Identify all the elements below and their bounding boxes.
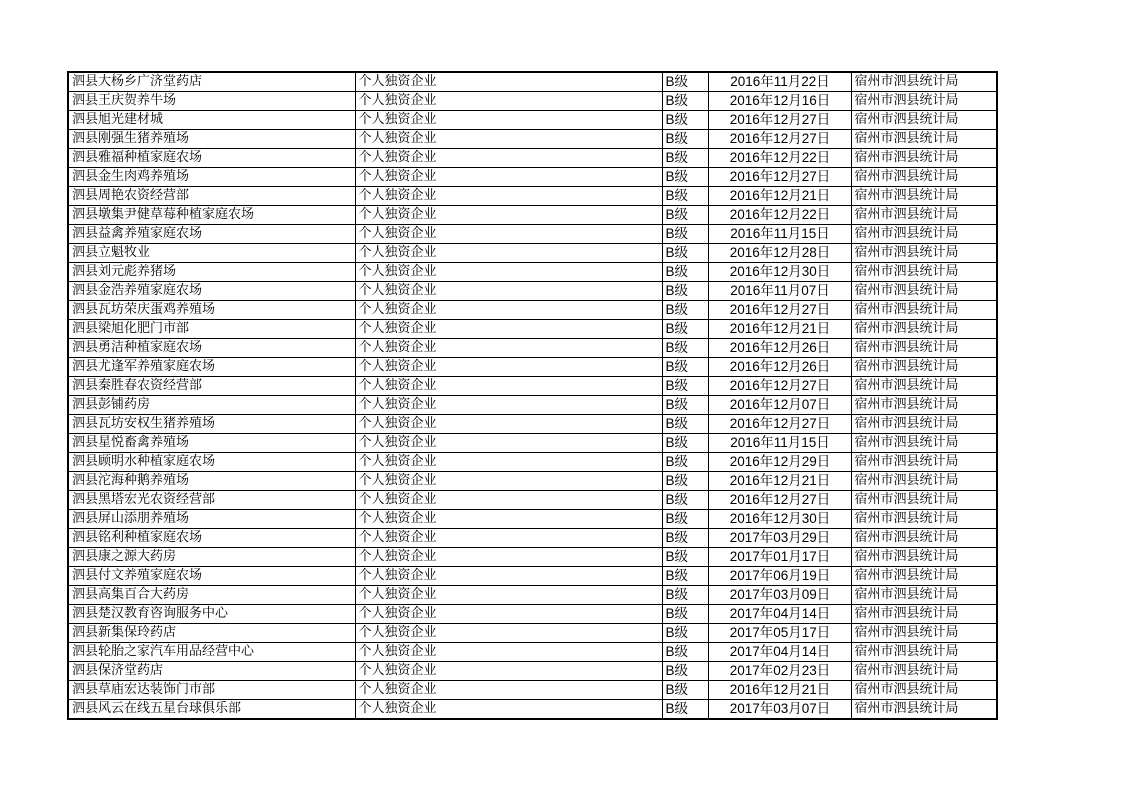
rating-date-cell: 2016年12月07日 [708, 396, 851, 415]
rating-date-cell: 2017年03月07日 [708, 700, 851, 720]
credit-grade-cell: B级 [662, 320, 708, 339]
enterprise-type-cell: 个人独资企业 [355, 301, 662, 320]
issuing-agency-cell: 宿州市泗县统计局 [851, 244, 997, 263]
issuing-agency-cell: 宿州市泗县统计局 [851, 700, 997, 720]
company-name-cell: 泗县大杨乡广济堂药店 [68, 72, 355, 92]
company-name-cell: 泗县顾明水种植家庭农场 [68, 453, 355, 472]
rating-date-cell: 2016年12月27日 [708, 491, 851, 510]
table-row [68, 168, 997, 187]
issuing-agency-cell: 宿州市泗县统计局 [851, 510, 997, 529]
credit-grade-cell: B级 [662, 187, 708, 206]
company-name-cell: 泗县草庙宏达装饰门市部 [68, 681, 355, 700]
table-row [68, 510, 997, 529]
enterprise-type-cell: 个人独资企业 [355, 643, 662, 662]
company-name-cell: 泗县沱海种鹅养殖场 [68, 472, 355, 491]
issuing-agency-cell: 宿州市泗县统计局 [851, 453, 997, 472]
credit-grade-cell: B级 [662, 567, 708, 586]
company-name-cell: 泗县轮胎之家汽车用品经营中心 [68, 643, 355, 662]
credit-grade-cell: B级 [662, 111, 708, 130]
issuing-agency-cell: 宿州市泗县统计局 [851, 396, 997, 415]
credit-grade-cell: B级 [662, 662, 708, 681]
table-row [68, 396, 997, 415]
table-row [68, 206, 997, 225]
credit-grade-cell: B级 [662, 282, 708, 301]
issuing-agency-cell: 宿州市泗县统计局 [851, 472, 997, 491]
credit-grade-cell: B级 [662, 624, 708, 643]
issuing-agency-cell: 宿州市泗县统计局 [851, 548, 997, 567]
enterprise-type-cell: 个人独资企业 [355, 225, 662, 244]
enterprise-type-cell: 个人独资企业 [355, 586, 662, 605]
table-row [68, 567, 997, 586]
credit-grade-cell: B级 [662, 263, 708, 282]
rating-date-cell: 2016年12月21日 [708, 187, 851, 206]
enterprise-type-cell: 个人独资企业 [355, 339, 662, 358]
rating-date-cell: 2017年05月17日 [708, 624, 851, 643]
enterprise-type-cell: 个人独资企业 [355, 681, 662, 700]
company-name-cell: 泗县立魁牧业 [68, 244, 355, 263]
company-name-cell: 泗县秦胜春农资经营部 [68, 377, 355, 396]
issuing-agency-cell: 宿州市泗县统计局 [851, 282, 997, 301]
credit-grade-cell: B级 [662, 643, 708, 662]
rating-date-cell: 2016年12月27日 [708, 111, 851, 130]
company-name-cell: 泗县星悦畜禽养殖场 [68, 434, 355, 453]
credit-grade-cell: B级 [662, 206, 708, 225]
rating-date-cell: 2017年01月17日 [708, 548, 851, 567]
issuing-agency-cell: 宿州市泗县统计局 [851, 111, 997, 130]
issuing-agency-cell: 宿州市泗县统计局 [851, 434, 997, 453]
table-row [68, 92, 997, 111]
company-name-cell: 泗县勇洁种植家庭农场 [68, 339, 355, 358]
table-row [68, 605, 997, 624]
enterprise-type-cell: 个人独资企业 [355, 206, 662, 225]
credit-grade-cell: B级 [662, 396, 708, 415]
issuing-agency-cell: 宿州市泗县统计局 [851, 529, 997, 548]
company-name-cell: 泗县楚汉教育咨询服务中心 [68, 605, 355, 624]
rating-date-cell: 2016年12月30日 [708, 263, 851, 282]
table-row [68, 700, 997, 720]
enterprise-type-cell: 个人独资企业 [355, 605, 662, 624]
credit-grade-cell: B级 [662, 415, 708, 434]
table-row [68, 529, 997, 548]
table-row [68, 320, 997, 339]
credit-grade-cell: B级 [662, 244, 708, 263]
issuing-agency-cell: 宿州市泗县统计局 [851, 149, 997, 168]
credit-grade-cell: B级 [662, 339, 708, 358]
company-name-cell: 泗县周艳农资经营部 [68, 187, 355, 206]
credit-grade-cell: B级 [662, 149, 708, 168]
issuing-agency-cell: 宿州市泗县统计局 [851, 415, 997, 434]
credit-grade-cell: B级 [662, 130, 708, 149]
issuing-agency-cell: 宿州市泗县统计局 [851, 358, 997, 377]
rating-date-cell: 2016年11月22日 [708, 72, 851, 92]
table-row [68, 548, 997, 567]
issuing-agency-cell: 宿州市泗县统计局 [851, 567, 997, 586]
credit-grade-cell: B级 [662, 377, 708, 396]
company-name-cell: 泗县保济堂药店 [68, 662, 355, 681]
enterprise-type-cell: 个人独资企业 [355, 130, 662, 149]
credit-grade-cell: B级 [662, 168, 708, 187]
table-row [68, 415, 997, 434]
enterprise-type-cell: 个人独资企业 [355, 396, 662, 415]
issuing-agency-cell: 宿州市泗县统计局 [851, 130, 997, 149]
rating-date-cell: 2016年12月22日 [708, 206, 851, 225]
enterprise-type-cell: 个人独资企业 [355, 282, 662, 301]
company-name-cell: 泗县付文养殖家庭农场 [68, 567, 355, 586]
credit-grade-cell: B级 [662, 605, 708, 624]
enterprise-credit-table [67, 71, 998, 720]
rating-date-cell: 2016年12月27日 [708, 377, 851, 396]
issuing-agency-cell: 宿州市泗县统计局 [851, 187, 997, 206]
enterprise-type-cell: 个人独资企业 [355, 377, 662, 396]
company-name-cell: 泗县铭利种植家庭农场 [68, 529, 355, 548]
credit-grade-cell: B级 [662, 681, 708, 700]
company-name-cell: 泗县新集保玲药店 [68, 624, 355, 643]
table-row [68, 662, 997, 681]
table-row [68, 225, 997, 244]
issuing-agency-cell: 宿州市泗县统计局 [851, 301, 997, 320]
issuing-agency-cell: 宿州市泗县统计局 [851, 339, 997, 358]
table-row [68, 130, 997, 149]
table-row [68, 586, 997, 605]
credit-grade-cell: B级 [662, 491, 708, 510]
issuing-agency-cell: 宿州市泗县统计局 [851, 681, 997, 700]
table-row [68, 453, 997, 472]
company-name-cell: 泗县风云在线五星台球俱乐部 [68, 700, 355, 720]
table-row [68, 681, 997, 700]
credit-grade-cell: B级 [662, 358, 708, 377]
rating-date-cell: 2016年11月07日 [708, 282, 851, 301]
issuing-agency-cell: 宿州市泗县统计局 [851, 225, 997, 244]
enterprise-type-cell: 个人独资企业 [355, 244, 662, 263]
table-row [68, 263, 997, 282]
rating-date-cell: 2017年04月14日 [708, 605, 851, 624]
company-name-cell: 泗县雅福种植家庭农场 [68, 149, 355, 168]
rating-date-cell: 2016年12月27日 [708, 168, 851, 187]
rating-date-cell: 2016年11月15日 [708, 434, 851, 453]
rating-date-cell: 2016年12月27日 [708, 130, 851, 149]
issuing-agency-cell: 宿州市泗县统计局 [851, 92, 997, 111]
rating-date-cell: 2017年03月09日 [708, 586, 851, 605]
credit-grade-cell: B级 [662, 72, 708, 92]
company-name-cell: 泗县梁旭化肥门市部 [68, 320, 355, 339]
table-row [68, 358, 997, 377]
credit-grade-cell: B级 [662, 225, 708, 244]
rating-date-cell: 2016年12月27日 [708, 415, 851, 434]
enterprise-type-cell: 个人独资企业 [355, 529, 662, 548]
rating-date-cell: 2016年11月15日 [708, 225, 851, 244]
enterprise-type-cell: 个人独资企业 [355, 149, 662, 168]
issuing-agency-cell: 宿州市泗县统计局 [851, 168, 997, 187]
rating-date-cell: 2016年12月21日 [708, 681, 851, 700]
rating-date-cell: 2016年12月29日 [708, 453, 851, 472]
enterprise-type-cell: 个人独资企业 [355, 548, 662, 567]
company-name-cell: 泗县金生肉鸡养殖场 [68, 168, 355, 187]
table-row [68, 72, 997, 92]
company-name-cell: 泗县康之源大药房 [68, 548, 355, 567]
enterprise-type-cell: 个人独资企业 [355, 700, 662, 720]
enterprise-type-cell: 个人独资企业 [355, 434, 662, 453]
table-row [68, 377, 997, 396]
company-name-cell: 泗县旭光建材城 [68, 111, 355, 130]
rating-date-cell: 2016年12月21日 [708, 320, 851, 339]
issuing-agency-cell: 宿州市泗县统计局 [851, 263, 997, 282]
rating-date-cell: 2016年12月28日 [708, 244, 851, 263]
enterprise-type-cell: 个人独资企业 [355, 472, 662, 491]
enterprise-type-cell: 个人独资企业 [355, 453, 662, 472]
enterprise-type-cell: 个人独资企业 [355, 567, 662, 586]
enterprise-type-cell: 个人独资企业 [355, 415, 662, 434]
enterprise-type-cell: 个人独资企业 [355, 92, 662, 111]
credit-grade-cell: B级 [662, 548, 708, 567]
table-row [68, 187, 997, 206]
company-name-cell: 泗县瓦坊荣庆蛋鸡养殖场 [68, 301, 355, 320]
table-row [68, 111, 997, 130]
rating-date-cell: 2017年03月29日 [708, 529, 851, 548]
enterprise-type-cell: 个人独资企业 [355, 111, 662, 130]
issuing-agency-cell: 宿州市泗县统计局 [851, 643, 997, 662]
table-row [68, 244, 997, 263]
issuing-agency-cell: 宿州市泗县统计局 [851, 491, 997, 510]
issuing-agency-cell: 宿州市泗县统计局 [851, 624, 997, 643]
table-row [68, 624, 997, 643]
rating-date-cell: 2016年12月22日 [708, 149, 851, 168]
credit-grade-cell: B级 [662, 301, 708, 320]
rating-date-cell: 2016年12月26日 [708, 339, 851, 358]
company-name-cell: 泗县刘元彪养猪场 [68, 263, 355, 282]
table-row [68, 339, 997, 358]
enterprise-type-cell: 个人独资企业 [355, 263, 662, 282]
rating-date-cell: 2016年12月26日 [708, 358, 851, 377]
enterprise-type-cell: 个人独资企业 [355, 491, 662, 510]
table-row [68, 301, 997, 320]
enterprise-type-cell: 个人独资企业 [355, 72, 662, 92]
issuing-agency-cell: 宿州市泗县统计局 [851, 662, 997, 681]
company-name-cell: 泗县王庆贺养牛场 [68, 92, 355, 111]
issuing-agency-cell: 宿州市泗县统计局 [851, 320, 997, 339]
issuing-agency-cell: 宿州市泗县统计局 [851, 605, 997, 624]
credit-grade-cell: B级 [662, 529, 708, 548]
enterprise-type-cell: 个人独资企业 [355, 510, 662, 529]
rating-date-cell: 2016年12月30日 [708, 510, 851, 529]
table-row [68, 434, 997, 453]
credit-grade-cell: B级 [662, 700, 708, 720]
credit-grade-cell: B级 [662, 434, 708, 453]
credit-grade-cell: B级 [662, 510, 708, 529]
rating-date-cell: 2017年02月23日 [708, 662, 851, 681]
credit-grade-cell: B级 [662, 453, 708, 472]
enterprise-type-cell: 个人独资企业 [355, 624, 662, 643]
credit-grade-cell: B级 [662, 472, 708, 491]
rating-date-cell: 2017年04月14日 [708, 643, 851, 662]
company-name-cell: 泗县黑塔宏光农资经营部 [68, 491, 355, 510]
company-name-cell: 泗县瓦坊安权生猪养殖场 [68, 415, 355, 434]
rating-date-cell: 2017年06月19日 [708, 567, 851, 586]
rating-date-cell: 2016年12月27日 [708, 301, 851, 320]
table-body [68, 72, 997, 719]
enterprise-type-cell: 个人独资企业 [355, 320, 662, 339]
company-name-cell: 泗县高集百合大药房 [68, 586, 355, 605]
credit-grade-cell: B级 [662, 586, 708, 605]
rating-date-cell: 2016年12月16日 [708, 92, 851, 111]
enterprise-type-cell: 个人独资企业 [355, 187, 662, 206]
issuing-agency-cell: 宿州市泗县统计局 [851, 586, 997, 605]
credit-grade-cell: B级 [662, 92, 708, 111]
table-row [68, 643, 997, 662]
issuing-agency-cell: 宿州市泗县统计局 [851, 377, 997, 396]
issuing-agency-cell: 宿州市泗县统计局 [851, 72, 997, 92]
issuing-agency-cell: 宿州市泗县统计局 [851, 206, 997, 225]
table-row [68, 491, 997, 510]
table-row [68, 282, 997, 301]
company-name-cell: 泗县墩集尹健草莓种植家庭农场 [68, 206, 355, 225]
company-name-cell: 泗县益禽养殖家庭农场 [68, 225, 355, 244]
rating-date-cell: 2016年12月21日 [708, 472, 851, 491]
company-name-cell: 泗县彭铺药房 [68, 396, 355, 415]
enterprise-type-cell: 个人独资企业 [355, 358, 662, 377]
company-name-cell: 泗县刚强生猪养殖场 [68, 130, 355, 149]
company-name-cell: 泗县屏山添朋养殖场 [68, 510, 355, 529]
company-name-cell: 泗县金浩养殖家庭农场 [68, 282, 355, 301]
table-row [68, 149, 997, 168]
enterprise-type-cell: 个人独资企业 [355, 662, 662, 681]
enterprise-type-cell: 个人独资企业 [355, 168, 662, 187]
table-row [68, 472, 997, 491]
company-name-cell: 泗县尤逢军养殖家庭农场 [68, 358, 355, 377]
